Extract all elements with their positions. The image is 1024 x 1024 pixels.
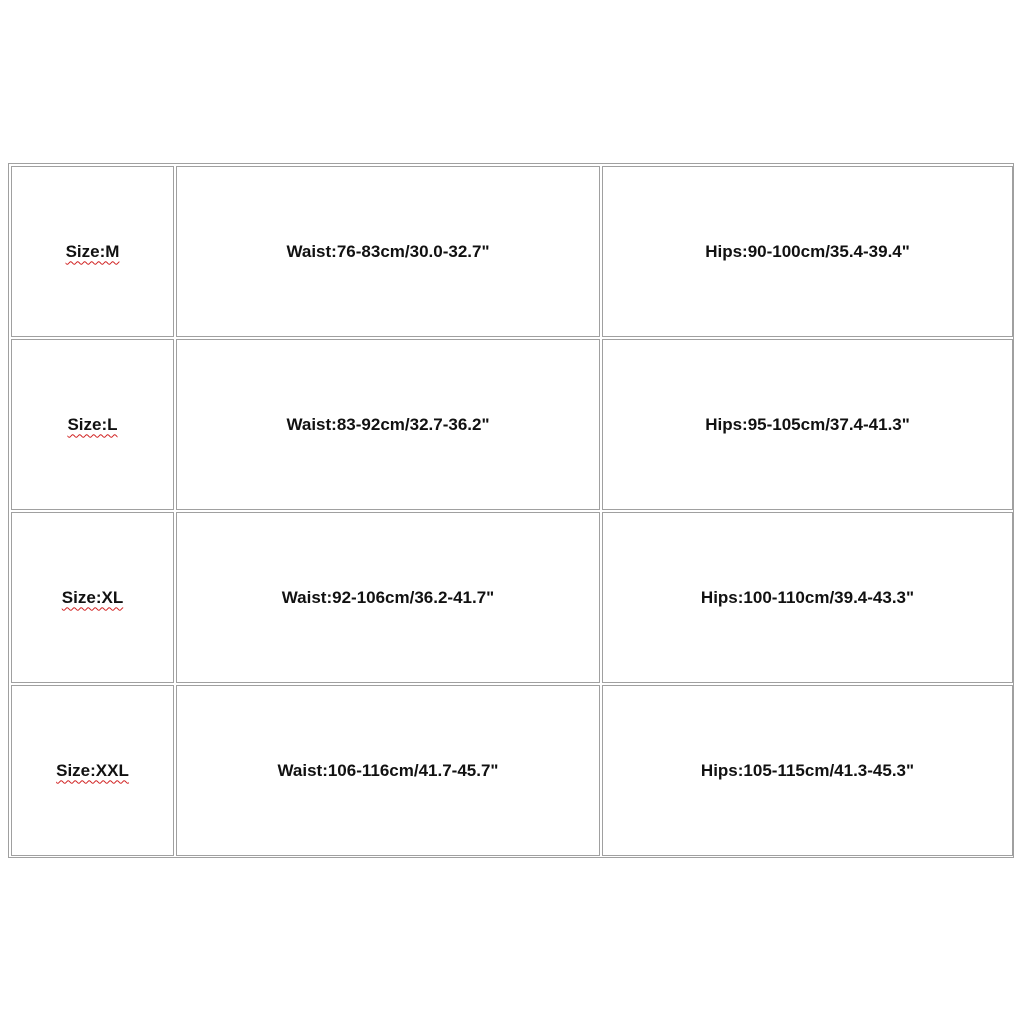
waist-cell <box>176 512 600 683</box>
hips-cell <box>602 685 1013 856</box>
hips-cell <box>602 512 1013 683</box>
size-cell <box>11 512 174 683</box>
size-cell <box>11 685 174 856</box>
waist-cell <box>176 166 600 337</box>
size-label: Size:XXL <box>56 760 129 780</box>
size-chart-table <box>8 163 1014 858</box>
waist-cell <box>176 339 600 510</box>
hips-cell <box>602 166 1013 337</box>
size-label: Size:M <box>65 241 120 261</box>
size-label: Size:XL <box>61 587 124 607</box>
hips-cell <box>602 339 1013 510</box>
waist-value: Waist:76-83cm/30.0-32.7" <box>286 241 490 261</box>
hips-value: Hips:100-110cm/39.4-43.3" <box>700 587 915 607</box>
hips-value: Hips:90-100cm/35.4-39.4" <box>705 241 910 261</box>
hips-value: Hips:105-115cm/41.3-45.3" <box>700 760 915 780</box>
size-label: Size:L <box>67 414 118 434</box>
waist-cell <box>176 685 600 856</box>
waist-value: Waist:83-92cm/32.7-36.2" <box>286 414 490 434</box>
waist-value: Waist:106-116cm/41.7-45.7" <box>277 760 499 780</box>
size-cell <box>11 339 174 510</box>
size-cell <box>11 166 174 337</box>
waist-value: Waist:92-106cm/36.2-41.7" <box>281 587 495 607</box>
hips-value: Hips:95-105cm/37.4-41.3" <box>705 414 910 434</box>
